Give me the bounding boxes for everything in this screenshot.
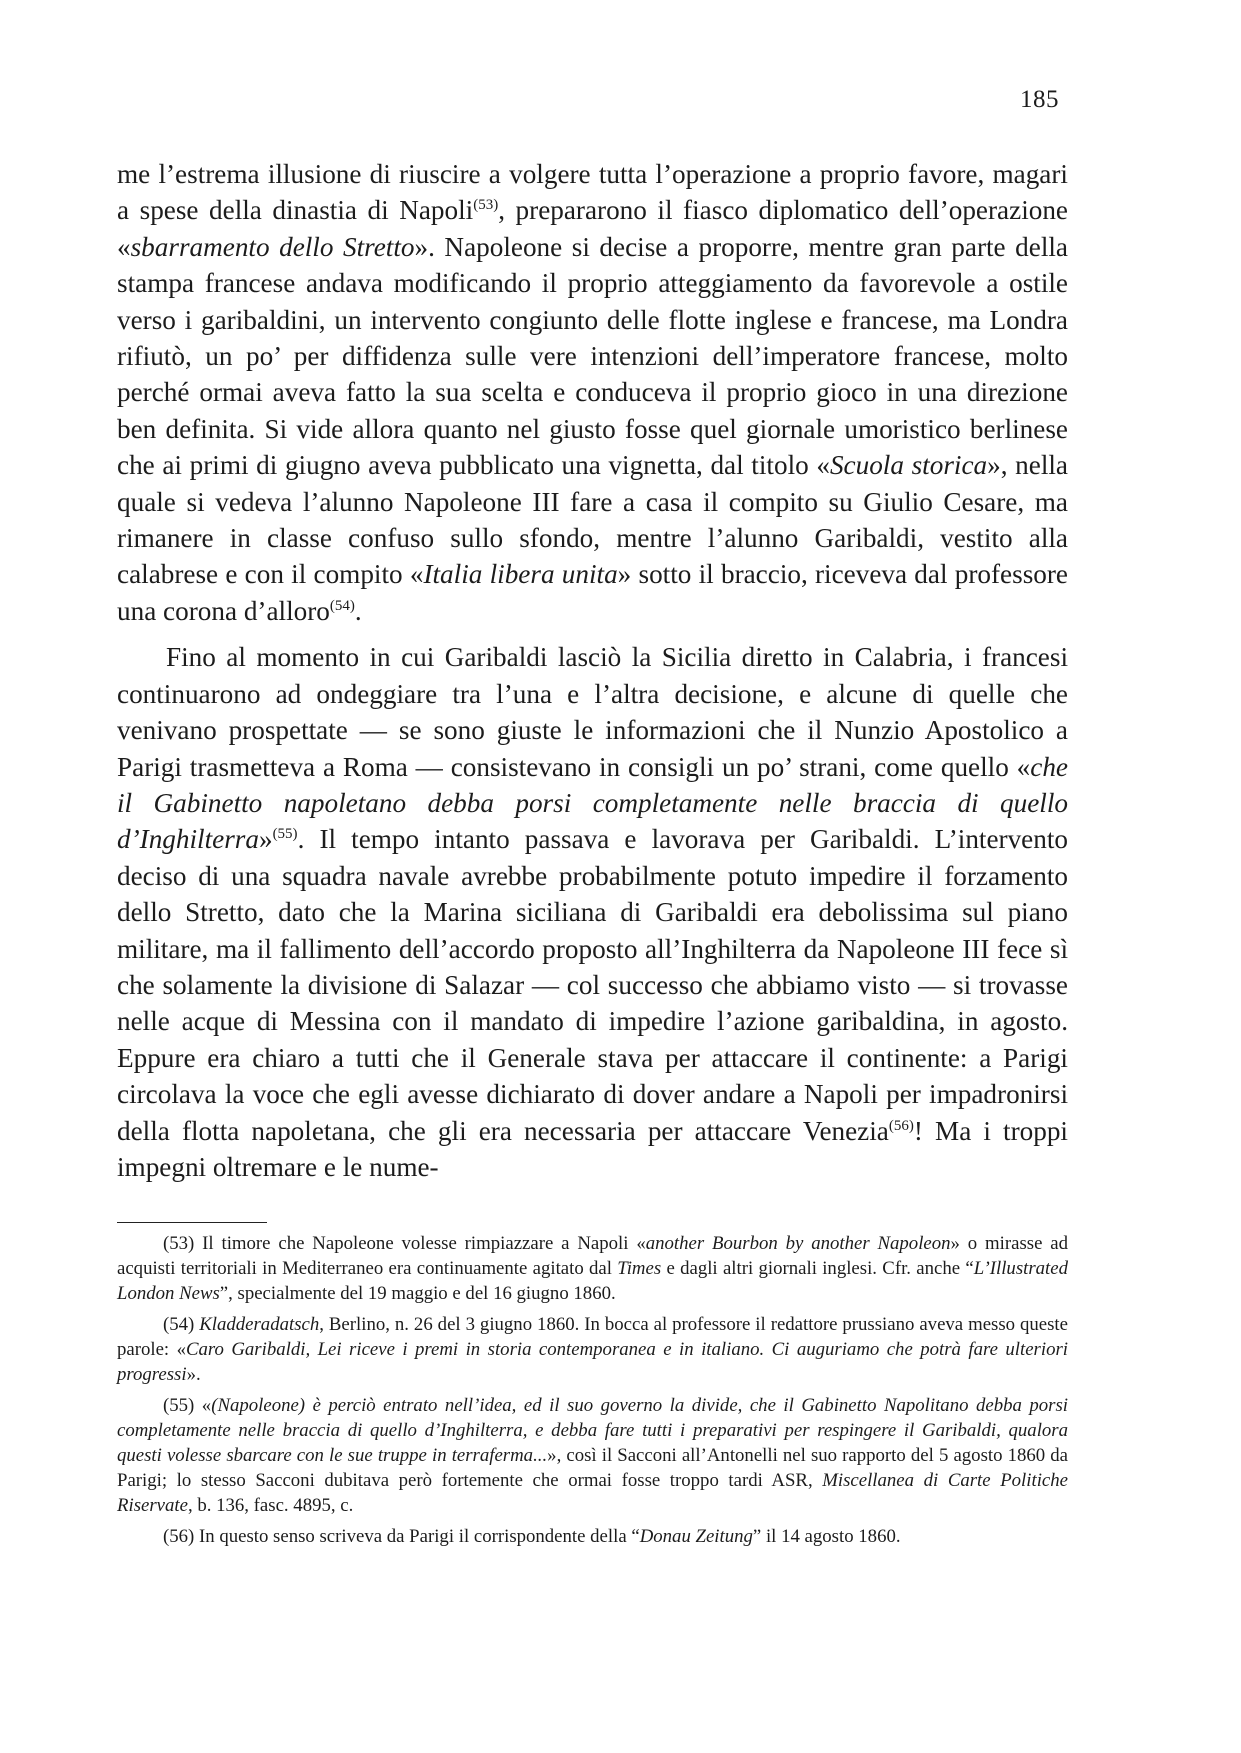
italic-run: Times <box>617 1258 662 1279</box>
text-run: , b. 136, fasc. 4895, c. <box>187 1495 354 1516</box>
text-run: e dagli altri giornali inglesi. Cfr. anche “ <box>661 1258 974 1279</box>
text-run: (55) « <box>163 1395 212 1416</box>
text-run: , prepararono il fiasco diplomatico dell’operazione « <box>117 195 1068 262</box>
text-run: ”, specialmente del 19 maggio e del 16 giugno 1860. <box>219 1283 616 1304</box>
italic-run: Kladderadatsch <box>199 1314 320 1335</box>
text-run: ». <box>186 1364 201 1385</box>
text-run: », nella quale si vedeva l’alunno Napoleone III fare a casa il compito su Giulio Cesare, ma rimanere in classe confuso sullo sfondo, mentre l’alunno Garibaldi, vestito alla calabrese e con il compito « <box>117 450 1068 590</box>
paragraph-1 <box>117 156 1068 629</box>
text-run: Fino al momento in cui Garibaldi lasciò la Sicilia diretto in Calabria, i francesi continuarono ad ondeggiare tra l’una e l’altra decisione, e alcune di quelle che venivano prospettate — se sono giuste le informazioni che il Nunzio Apostolico a Parigi trasmetteva a Roma — consistevano in consigli un po’ strani, come quello « <box>117 642 1068 782</box>
italic-run: che il Gabinetto napoletano debba porsi completamente nelle braccia di quello d’Inghilterra <box>117 751 1068 855</box>
italic-run: another Bourbon by another Napoleon <box>645 1233 951 1254</box>
footnote-53 <box>117 1231 1068 1306</box>
text-run: . Il tempo intanto passava e lavorava per Garibaldi. L’intervento deciso di una squadra navale avrebbe probabilmente potuto impedire il forzamento dello Stretto, dato che la Marina siciliana di Garibaldi era debolissima sul piano militare, ma il fallimento dell’accordo proposto all’Inghilterra da Napoleone III fece sì che solamente la divisione di Salazar — col successo che abbiamo visto — si trovasse nelle acque di Messina con il mandato di impedire l’azione garibaldina, in agosto. Eppure era chiaro a tutti che il Generale stava per attaccare il continente: a Parigi circolava la voce che egli avesse dichiarato di dover andare a Napoli per impadronirsi della flotta napoletana, che gli era necessaria per attaccare Venezia <box>117 824 1068 1146</box>
main-text <box>117 156 1068 1185</box>
italic-run: sbarramento dello Stretto <box>130 231 415 262</box>
footnote-ref-53[interactable]: (53) <box>473 197 499 214</box>
italic-run: (Napoleone) è perciò entrato nell’idea, ed il suo governo la divide, che il Gabinetto Napolitano debba porsi completamente nelle braccia di quello d’Inghilterra, e debba fare tutti i preparativi per respingere il Garibaldi, qualora questi volesse sbarcare con le sue truppe in terraferma... <box>117 1395 1068 1466</box>
text-run: ». Napoleone si decise a proporre, mentre gran parte della stampa francese andava modificando il proprio atteggiamento da favorevole a ostile verso i garibaldini, un intervento congiunto delle flotte inglese e francese, ma Londra rifiutò, un po’ per diffidenza sulle vere intenzioni dell’imperatore francese, molto perché ormai aveva fatto la sua scelta e conduceva il proprio gioco in una direzione ben definita. Si vide allora quanto nel giusto fosse quel giornale umoristico berlinese che ai primi di giugno aveva pubblicato una vignetta, dal titolo « <box>117 231 1069 481</box>
footnote-divider <box>117 1222 267 1223</box>
footnote-ref-55[interactable]: (55) <box>272 826 298 843</box>
text-run: (56) In questo senso scriveva da Parigi il corrispondente della “ <box>163 1526 640 1547</box>
italic-run: L’Illustrated London News <box>117 1258 1068 1304</box>
text-run: ! Ma i troppi impegni oltremare e le nume- <box>117 1115 1068 1182</box>
footnote-55 <box>117 1393 1068 1518</box>
text-run: », così il Sacconi all’Antonelli nel suo rapporto del 5 agosto 1860 da Parigi; lo stesso Sacconi dubitava però fortemente che ormai fosse troppo tardi ASR, <box>117 1445 1068 1491</box>
italic-run: Italia libera unita <box>423 559 618 590</box>
text-run: » <box>258 824 273 855</box>
italic-run: Donau Zeitung <box>639 1526 753 1547</box>
text-run: (53) Il timore che Napoleone volesse rimpiazzare a Napoli « <box>163 1233 646 1254</box>
text-run: (54) <box>163 1314 200 1335</box>
italic-run: Miscellanea di Carte Politiche Riservate <box>117 1470 1068 1516</box>
italic-run: Caro Garibaldi, Lei riceve i premi in storia contemporanea e in italiano. Ci auguriamo che potrà fare ulteriori progressi <box>117 1339 1068 1385</box>
text-run: , Berlino, n. 26 del 3 giugno 1860. In bocca al professore il redattore prussiano aveva messo queste parole: « <box>117 1314 1068 1360</box>
footnote-56 <box>117 1524 1068 1549</box>
footnotes <box>117 1231 1068 1555</box>
page-number: 185 <box>1020 86 1059 113</box>
footnote-ref-54[interactable]: (54) <box>329 597 355 614</box>
text-run: . <box>354 595 362 626</box>
footnote-54 <box>117 1312 1068 1387</box>
italic-run: Scuola storica <box>829 450 988 481</box>
text-run: » sotto il braccio, riceveva dal professore una corona d’alloro <box>117 559 1068 626</box>
footnote-ref-56[interactable]: (56) <box>888 1117 914 1134</box>
text-run: ” il 14 agosto 1860. <box>752 1526 901 1547</box>
paragraph-2 <box>117 639 1068 1185</box>
text-run: » o mirasse ad acquisti territoriali in Mediterraneo era continuamente agitato dal <box>117 1233 1068 1279</box>
text-run: me l’estrema illusione di riuscire a volgere tutta l’operazione a proprio favore, magari a spese della dinastia di Napoli <box>117 159 1068 226</box>
